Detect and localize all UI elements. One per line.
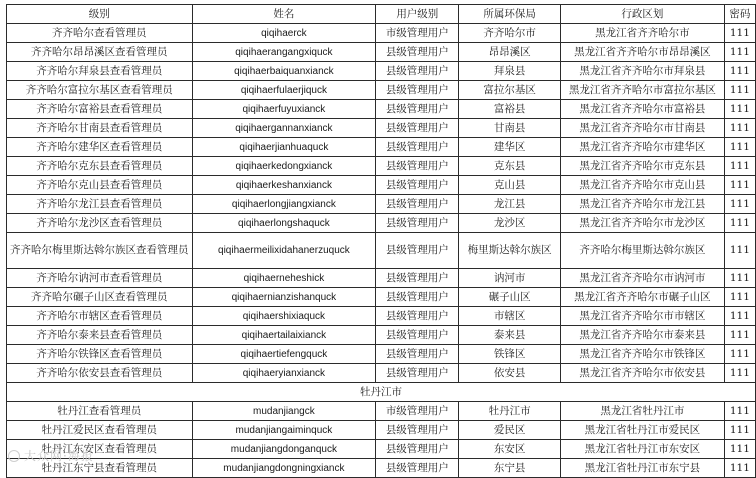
- cell-bureau: 铁锋区: [459, 345, 561, 364]
- cell-password: 111: [724, 138, 755, 157]
- cell-region: 黑龙江省齐齐哈尔市克东县: [560, 157, 724, 176]
- table-row: [7, 24, 756, 43]
- cell-password: 111: [724, 345, 755, 364]
- cell-password: 111: [724, 81, 755, 100]
- cell-level: 齐齐哈尔富拉尔基区查看管理员: [7, 81, 193, 100]
- table-row: [7, 43, 756, 62]
- cell-region: 黑龙江省齐齐哈尔市龙江县: [560, 195, 724, 214]
- cell-level: 齐齐哈尔克山县查看管理员: [7, 176, 193, 195]
- cell-level: 齐齐哈尔建华区查看管理员: [7, 138, 193, 157]
- cell-name: qiqihaerjianhuaquck: [192, 138, 376, 157]
- cell-password: 111: [724, 269, 755, 288]
- table-row: [7, 157, 756, 176]
- header-password: 密码: [724, 5, 755, 24]
- cell-password: 111: [724, 326, 755, 345]
- cell-name: qiqihaerck: [192, 24, 376, 43]
- table-row: [7, 214, 756, 233]
- cell-name: qiqihaerangangxiquck: [192, 43, 376, 62]
- cell-password: 111: [724, 233, 755, 269]
- cell-user-level: 县级管理用户: [376, 459, 459, 478]
- section-row-mudanjiang: [7, 383, 756, 402]
- cell-password: 111: [724, 119, 755, 138]
- table-row: [7, 81, 756, 100]
- cell-user-level: 县级管理用户: [376, 345, 459, 364]
- cell-level: 齐齐哈尔甘南县查看管理员: [7, 119, 193, 138]
- cell-level: 牡丹江爱民区查看管理员: [7, 421, 193, 440]
- cell-user-level: 县级管理用户: [376, 138, 459, 157]
- table-row: [7, 176, 756, 195]
- cell-name: qiqihaeryianxianck: [192, 364, 376, 383]
- table-row: [7, 364, 756, 383]
- cell-password: 111: [724, 421, 755, 440]
- table-row: [7, 100, 756, 119]
- cell-name: qiqihaerlongjiangxianck: [192, 195, 376, 214]
- cell-level: 齐齐哈尔讷河市查看管理员: [7, 269, 193, 288]
- cell-bureau: 昂昂溪区: [459, 43, 561, 62]
- cell-password: 111: [724, 459, 755, 478]
- header-bureau: 所属环保局: [459, 5, 561, 24]
- cell-region: 黑龙江省齐齐哈尔市: [560, 24, 724, 43]
- cell-user-level: 县级管理用户: [376, 195, 459, 214]
- cell-bureau: 齐齐哈尔市: [459, 24, 561, 43]
- table-body: [7, 24, 756, 478]
- cell-user-level: 县级管理用户: [376, 119, 459, 138]
- header-user-level: 用户级别: [376, 5, 459, 24]
- cell-level: 齐齐哈尔碾子山区查看管理员: [7, 288, 193, 307]
- cell-user-level: 县级管理用户: [376, 81, 459, 100]
- cell-bureau: 爱民区: [459, 421, 561, 440]
- cell-bureau: 甘南县: [459, 119, 561, 138]
- cell-user-level: 市级管理用户: [376, 402, 459, 421]
- table-row: [7, 402, 756, 421]
- cell-level: 齐齐哈尔龙沙区查看管理员: [7, 214, 193, 233]
- cell-password: 111: [724, 100, 755, 119]
- cell-password: 111: [724, 24, 755, 43]
- cell-level: 齐齐哈尔拜泉县查看管理员: [7, 62, 193, 81]
- cell-name: qiqihaerbaiquanxianck: [192, 62, 376, 81]
- cell-user-level: 县级管理用户: [376, 288, 459, 307]
- cell-bureau: 泰来县: [459, 326, 561, 345]
- cell-region: 黑龙江省齐齐哈尔市泰来县: [560, 326, 724, 345]
- cell-user-level: 县级管理用户: [376, 307, 459, 326]
- cell-region: 黑龙江省齐齐哈尔市市辖区: [560, 307, 724, 326]
- cell-name: qiqihaerlongshaquck: [192, 214, 376, 233]
- cell-region: 黑龙江省齐齐哈尔市碾子山区: [560, 288, 724, 307]
- cell-bureau: 龙江县: [459, 195, 561, 214]
- cell-user-level: 县级管理用户: [376, 100, 459, 119]
- cell-level: 齐齐哈尔梅里斯达斡尔族区查看管理员: [7, 233, 193, 269]
- cell-region: 黑龙江省齐齐哈尔市富拉尔基区: [560, 81, 724, 100]
- cell-bureau: 克东县: [459, 157, 561, 176]
- cell-region: 黑龙江省齐齐哈尔市铁锋区: [560, 345, 724, 364]
- cell-bureau: 东宁县: [459, 459, 561, 478]
- cell-name: mudanjiangdonganquck: [192, 440, 376, 459]
- cell-name: qiqihaertailaixianck: [192, 326, 376, 345]
- cell-name: qiqihaergannanxianck: [192, 119, 376, 138]
- cell-bureau: 依安县: [459, 364, 561, 383]
- cell-name: qiqihaernianzishanquck: [192, 288, 376, 307]
- cell-user-level: 县级管理用户: [376, 364, 459, 383]
- cell-level: 齐齐哈尔铁锋区查看管理员: [7, 345, 193, 364]
- cell-password: 111: [724, 307, 755, 326]
- cell-name: qiqihaerkedongxianck: [192, 157, 376, 176]
- cell-password: 111: [724, 62, 755, 81]
- cell-bureau: 建华区: [459, 138, 561, 157]
- cell-password: 111: [724, 440, 755, 459]
- cell-level: 齐齐哈尔市辖区查看管理员: [7, 307, 193, 326]
- header-region: 行政区划: [560, 5, 724, 24]
- cell-password: 111: [724, 176, 755, 195]
- cell-level: 牡丹江查看管理员: [7, 402, 193, 421]
- cell-level: 齐齐哈尔富裕县查看管理员: [7, 100, 193, 119]
- header-level: 级别: [7, 5, 193, 24]
- cell-name: qiqihaertiefengquck: [192, 345, 376, 364]
- cell-name: qiqihaerfuyuxianck: [192, 100, 376, 119]
- table-row: [7, 421, 756, 440]
- cell-region: 黑龙江省齐齐哈尔市建华区: [560, 138, 724, 157]
- cell-level: 齐齐哈尔龙江县查看管理员: [7, 195, 193, 214]
- table-row: [7, 62, 756, 81]
- cell-password: 111: [724, 364, 755, 383]
- cell-region: 黑龙江省齐齐哈尔市拜泉县: [560, 62, 724, 81]
- cell-password: 111: [724, 288, 755, 307]
- cell-region: 黑龙江省牡丹江市爱民区: [560, 421, 724, 440]
- cell-level: 齐齐哈尔泰来县查看管理员: [7, 326, 193, 345]
- cell-region: 黑龙江省齐齐哈尔市富裕县: [560, 100, 724, 119]
- cell-level: 齐齐哈尔查看管理员: [7, 24, 193, 43]
- watermark-text: 大众网·海报: [24, 449, 94, 463]
- table-row: [7, 195, 756, 214]
- cell-user-level: 县级管理用户: [376, 269, 459, 288]
- cell-level: 牡丹江东安区查看管理员: [7, 440, 193, 459]
- cell-password: 111: [724, 157, 755, 176]
- table-row: [7, 459, 756, 478]
- cell-user-level: 县级管理用户: [376, 214, 459, 233]
- table-row: [7, 269, 756, 288]
- cell-bureau: 龙沙区: [459, 214, 561, 233]
- cell-bureau: 市辖区: [459, 307, 561, 326]
- table-header-row: [7, 5, 756, 24]
- cell-user-level: 县级管理用户: [376, 233, 459, 269]
- cell-region: 黑龙江省齐齐哈尔市龙沙区: [560, 214, 724, 233]
- cell-name: qiqihaerkeshanxianck: [192, 176, 376, 195]
- cell-password: 111: [724, 402, 755, 421]
- cell-user-level: 市级管理用户: [376, 24, 459, 43]
- cell-region: 齐齐哈尔梅里斯达斡尔族区: [560, 233, 724, 269]
- cell-name: mudanjiangaiminquck: [192, 421, 376, 440]
- watermark: [8, 447, 94, 464]
- cell-user-level: 县级管理用户: [376, 440, 459, 459]
- cell-password: 111: [724, 214, 755, 233]
- table-row: [7, 440, 756, 459]
- cell-region: 黑龙江省齐齐哈尔市甘南县: [560, 119, 724, 138]
- cell-bureau: 东安区: [459, 440, 561, 459]
- cell-bureau: 拜泉县: [459, 62, 561, 81]
- cell-user-level: 县级管理用户: [376, 421, 459, 440]
- watermark-logo-icon: [8, 450, 20, 462]
- cell-level: 齐齐哈尔昂昂溪区查看管理员: [7, 43, 193, 62]
- admin-account-table: [6, 4, 756, 478]
- cell-bureau: 碾子山区: [459, 288, 561, 307]
- cell-region: 黑龙江省牡丹江市东宁县: [560, 459, 724, 478]
- cell-bureau: 牡丹江市: [459, 402, 561, 421]
- cell-region: 黑龙江省牡丹江市: [560, 402, 724, 421]
- cell-name: qiqihaermeilixidahanerzuquck: [192, 233, 376, 269]
- cell-region: 黑龙江省齐齐哈尔市讷河市: [560, 269, 724, 288]
- table-row: [7, 326, 756, 345]
- cell-name: mudanjiangdongningxianck: [192, 459, 376, 478]
- cell-password: 111: [724, 43, 755, 62]
- cell-level: 齐齐哈尔克东县查看管理员: [7, 157, 193, 176]
- cell-level: 牡丹江东宁县查看管理员: [7, 459, 193, 478]
- cell-name: qiqihaerfulaerjiquck: [192, 81, 376, 100]
- cell-bureau: 克山县: [459, 176, 561, 195]
- header-name: 姓名: [192, 5, 376, 24]
- cell-name: qiqihaershixiaquck: [192, 307, 376, 326]
- cell-region: 黑龙江省齐齐哈尔市昂昂溪区: [560, 43, 724, 62]
- cell-user-level: 县级管理用户: [376, 176, 459, 195]
- cell-bureau: 梅里斯达斡尔族区: [459, 233, 561, 269]
- table-row: [7, 288, 756, 307]
- cell-user-level: 县级管理用户: [376, 326, 459, 345]
- cell-name: qiqihaerneheshick: [192, 269, 376, 288]
- cell-password: 111: [724, 195, 755, 214]
- cell-bureau: 讷河市: [459, 269, 561, 288]
- cell-bureau: 富裕县: [459, 100, 561, 119]
- cell-region: 黑龙江省齐齐哈尔市依安县: [560, 364, 724, 383]
- section-title: 牡丹江市: [7, 383, 756, 402]
- cell-bureau: 富拉尔基区: [459, 81, 561, 100]
- cell-name: mudanjiangck: [192, 402, 376, 421]
- table-row: [7, 138, 756, 157]
- cell-level: 齐齐哈尔依安县查看管理员: [7, 364, 193, 383]
- cell-user-level: 县级管理用户: [376, 43, 459, 62]
- cell-user-level: 县级管理用户: [376, 62, 459, 81]
- cell-region: 黑龙江省牡丹江市东安区: [560, 440, 724, 459]
- table-row: [7, 345, 756, 364]
- cell-region: 黑龙江省齐齐哈尔市克山县: [560, 176, 724, 195]
- table-row: [7, 233, 756, 269]
- cell-user-level: 县级管理用户: [376, 157, 459, 176]
- table-row: [7, 307, 756, 326]
- table-row: [7, 119, 756, 138]
